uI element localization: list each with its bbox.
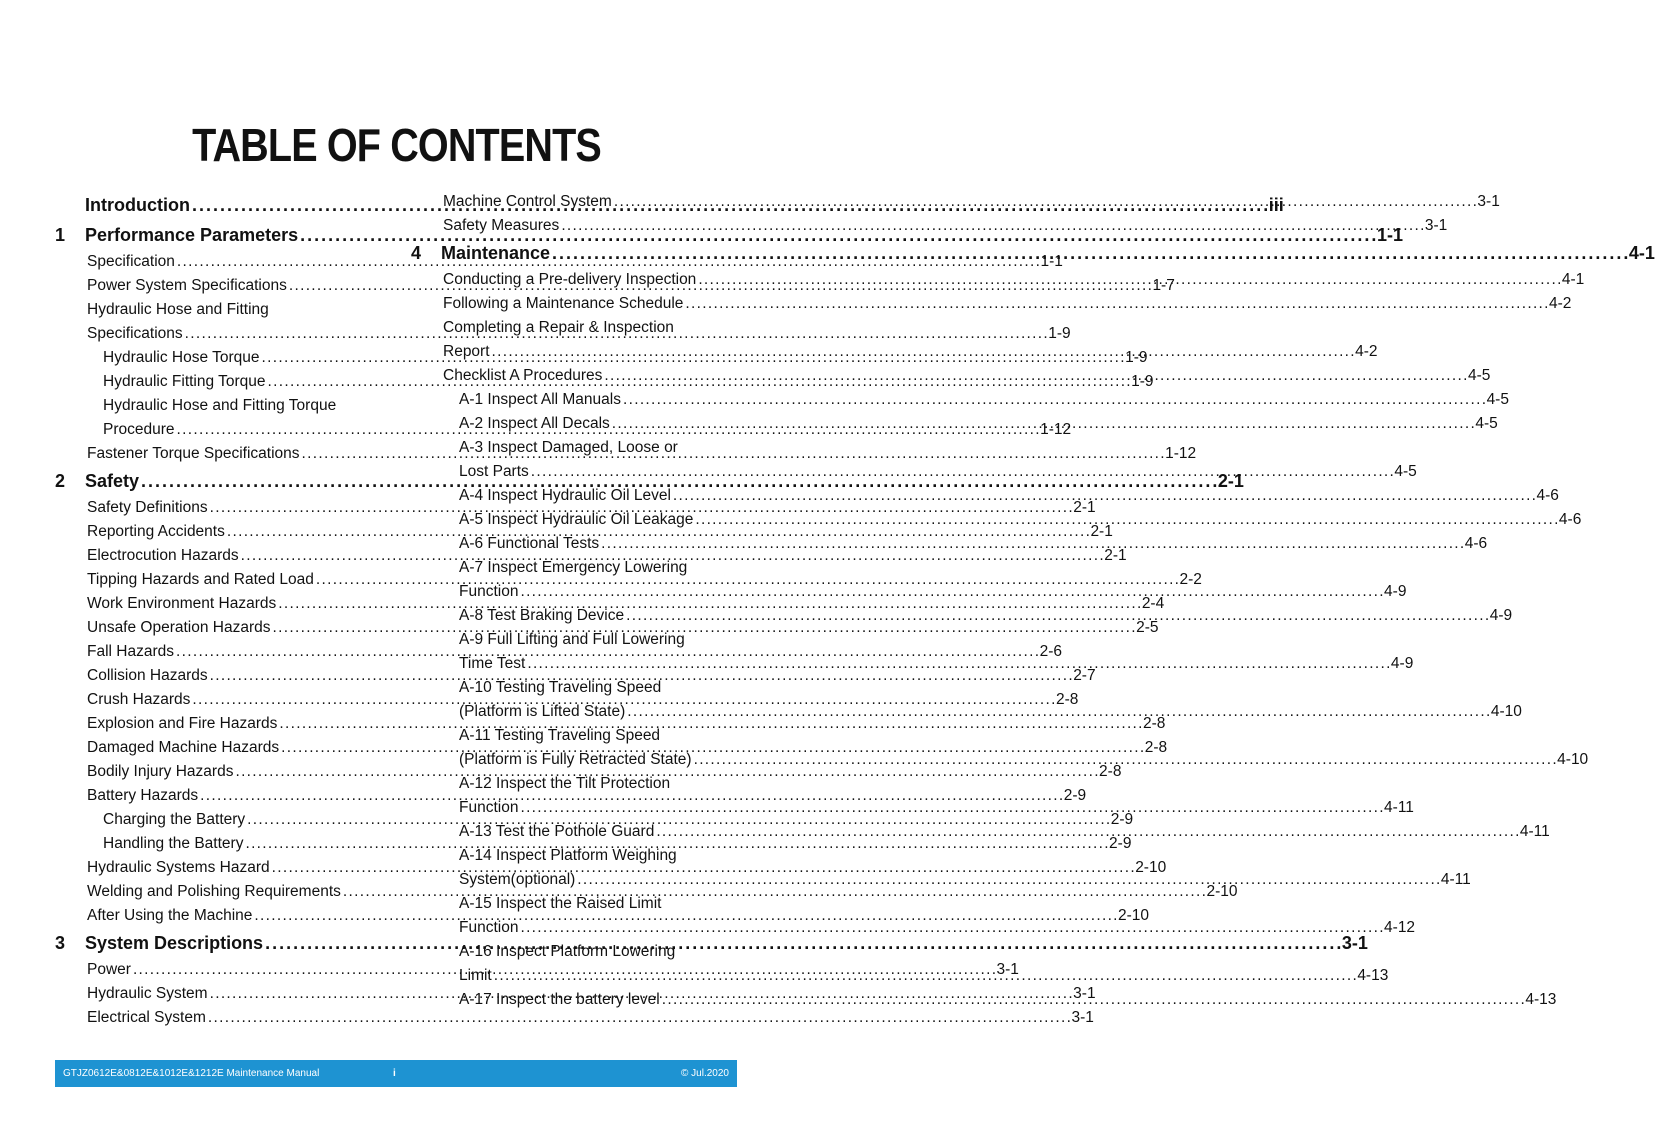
toc-entry-label: Collision Hazards	[87, 667, 208, 684]
toc-entry-label: Specification	[87, 253, 175, 270]
toc-entry-label: Hydraulic Hose and Fitting Torque	[103, 397, 337, 414]
toc-leader-dots	[662, 988, 1524, 1012]
toc-page-number: 4-5	[1475, 415, 1498, 432]
toc-entry[interactable]	[411, 940, 736, 964]
toc-entry-label: (Platform is Fully Retracted State)	[459, 751, 692, 768]
toc-page-number: 4-6	[1464, 535, 1488, 552]
toc-leader-dots	[531, 460, 1393, 484]
toc-entry-label: Explosion and Fire Hazards	[87, 715, 278, 732]
toc-page-number: 3-1	[996, 961, 1019, 978]
toc-page-number: 4-10	[1490, 703, 1522, 720]
toc-page-number: 3-1	[1424, 217, 1448, 234]
toc-entry-label: Hydraulic Fitting Torque	[103, 373, 266, 390]
toc-page-number: 4-9	[1489, 607, 1513, 624]
toc-entry-label: Completing a Repair & Inspection	[443, 319, 674, 336]
toc-page-number: 4-11	[1519, 823, 1550, 840]
toc-leader-dots	[520, 796, 1382, 820]
toc-leader-dots	[577, 868, 1439, 892]
toc-page-number: 2-8	[1099, 763, 1122, 780]
toc-leader-dots	[520, 580, 1382, 604]
toc-entry[interactable]	[411, 628, 736, 652]
toc-entry-label: A-11 Testing Traveling Speed	[459, 727, 661, 744]
toc-leader-dots	[698, 268, 1560, 292]
toc-entry-label: A-17 Inspect the battery level	[459, 991, 660, 1008]
toc-page-number: 2-2	[1179, 571, 1202, 588]
toc-page-number: 2-8	[1142, 715, 1166, 732]
toc-entry-label: A-13 Test the Pothole Guard	[459, 823, 655, 840]
toc-entry-label: Following a Maintenance Schedule	[443, 295, 684, 312]
toc-chapter-number: 2	[55, 471, 66, 491]
toc-entry-label: Fastener Torque Specifications	[87, 445, 300, 462]
toc-entry-label: Conducting a Pre-delivery Inspection	[443, 271, 697, 288]
toc-page-number: 3-1	[1477, 193, 1500, 210]
toc-entry-label: Safety	[85, 471, 140, 491]
toc-page-number: 1-9	[1048, 325, 1071, 342]
toc-leader-dots	[673, 484, 1535, 508]
toc-leader-dots	[685, 292, 1547, 316]
toc-entry-label: Tipping Hazards and Rated Load	[87, 571, 314, 588]
toc-entry-label: A-16 Inspect Platform Lowering	[459, 943, 676, 960]
toc-chapter-number: 4	[411, 243, 422, 263]
toc-page-number: 1-7	[1152, 277, 1175, 294]
toc-leader-dots	[552, 238, 1627, 268]
toc-page-number: iii	[1268, 195, 1284, 215]
toc-page-number: 4-1	[1628, 243, 1655, 263]
toc-page-number: 1-9	[1125, 349, 1148, 366]
toc-leader-dots	[520, 916, 1382, 940]
toc-entry-label: Checklist A Procedures	[443, 367, 603, 384]
toc-page-number: 4-11	[1440, 871, 1471, 888]
toc-entry[interactable]	[411, 676, 736, 700]
toc-entry-label: Safety Definitions	[87, 499, 208, 516]
toc-page-number: 2-1	[1073, 499, 1096, 516]
toc-leader-dots	[601, 532, 1463, 556]
toc-entry-label: Damaged Machine Hazards	[87, 739, 280, 756]
footer-date: © Jul.2020	[681, 1068, 729, 1079]
toc-entry-label: A-7 Inspect Emergency Lowering	[459, 559, 688, 576]
toc-entry-label: Bodily Injury Hazards	[87, 763, 234, 780]
toc-entry-label: Crush Hazards	[87, 691, 191, 708]
toc-page-number: 4-13	[1357, 967, 1389, 984]
toc-page-number: 2-9	[1110, 811, 1134, 828]
toc-entry-label: Hydraulic Hose Torque	[103, 349, 260, 366]
toc-leader-dots	[527, 652, 1389, 676]
toc-leader-dots	[492, 340, 1354, 364]
toc-entry-label: A-1 Inspect All Manuals	[459, 391, 621, 408]
toc-page-number: 1-12	[1165, 445, 1197, 462]
toc-entry-label: Welding and Polishing Requirements	[87, 883, 341, 900]
toc-entry-label: Safety Measures	[443, 217, 560, 234]
toc-leader-dots	[694, 748, 1556, 772]
toc-entry[interactable]	[411, 388, 1509, 412]
toc-entry-label: Function	[459, 919, 519, 936]
toc-chapter-number: 3	[55, 933, 66, 953]
toc-leader-dots	[626, 604, 1488, 628]
footer-manual-title: GTJZ0612E&0812E&1012E&1212E Maintenance Manual	[63, 1068, 320, 1079]
toc-entry[interactable]	[411, 556, 736, 580]
toc-entry-label: System Descriptions	[85, 933, 264, 953]
toc-page-number: 1-1	[1040, 253, 1063, 270]
toc-chapter-number: 1	[55, 225, 66, 245]
toc-page-number: 2-1	[1104, 547, 1127, 564]
toc-page-number: 2-7	[1073, 667, 1096, 684]
toc-leader-dots	[623, 388, 1485, 412]
toc-leader-dots	[561, 214, 1423, 238]
toc-entry-label: Electrical System	[87, 1009, 206, 1026]
page-footer	[55, 1060, 737, 1087]
toc-entry[interactable]	[411, 436, 736, 460]
toc-page-number: 2-1	[1217, 471, 1244, 491]
toc-entry-label: Power System Specifications	[87, 277, 287, 294]
toc-entry-label: A-9 Full Lifting and Full Lowering	[459, 631, 685, 648]
toc-page-number: 4-10	[1557, 751, 1589, 768]
toc-page-number: 1-9	[1131, 373, 1154, 390]
toc-page-number: 4-2	[1355, 343, 1378, 360]
toc-entry-label: Machine Control System	[443, 193, 612, 210]
toc-entry-label: After Using the Machine	[87, 907, 253, 924]
toc-page-number: 4-5	[1394, 463, 1417, 480]
toc-entry-label: Charging the Battery	[103, 811, 246, 828]
toc-entry-label: Unsafe Operation Hazards	[87, 619, 271, 636]
toc-entry-label: System(optional)	[459, 871, 576, 888]
toc-entry-label: A-4 Inspect Hydraulic Oil Level	[459, 487, 671, 504]
toc-entry[interactable]	[411, 724, 736, 748]
toc-entry-label: Performance Parameters	[85, 225, 299, 245]
toc-entry-label: A-5 Inspect Hydraulic Oil Leakage	[459, 511, 694, 528]
toc-entry[interactable]	[55, 394, 382, 418]
toc-page-number: 1-12	[1040, 421, 1072, 438]
toc-page-number: 4-5	[1486, 391, 1509, 408]
toc-entry[interactable]	[55, 1006, 1094, 1030]
toc-entry-label: A-2 Inspect All Decals	[459, 415, 610, 432]
toc-entry-label: A-12 Inspect the Tilt Protection	[459, 775, 671, 792]
toc-entry-label: Report	[443, 343, 490, 360]
toc-entry-label: Limit	[459, 967, 492, 984]
toc-page-number: 4-5	[1467, 367, 1491, 384]
toc-page-number: 3-1	[1341, 933, 1368, 953]
toc-entry-label: Time Test	[459, 655, 526, 672]
footer-page-number: i	[393, 1068, 396, 1079]
toc-page-number: 2-10	[1118, 907, 1150, 924]
toc-leader-dots	[494, 964, 1356, 988]
toc-page-number: 3-1	[1071, 1009, 1094, 1026]
toc-entry-label: Maintenance	[441, 243, 551, 263]
toc-entry-label: A-8 Test Braking Device	[459, 607, 625, 624]
toc-entry-label: A-14 Inspect Platform Weighing	[459, 847, 677, 864]
toc-entry-label: Reporting Accidents	[87, 523, 225, 540]
toc-entry-label: Function	[459, 583, 519, 600]
toc-leader-dots	[614, 190, 1476, 214]
toc-entry-label: Battery Hazards	[87, 787, 199, 804]
toc-entry[interactable]	[411, 772, 736, 796]
toc-page-number: 2-10	[1206, 883, 1238, 900]
toc-entry-label: (Platform is Lifted State)	[459, 703, 626, 720]
toc-entry-label: Power	[87, 961, 131, 978]
toc-page-number: 4-1	[1561, 271, 1585, 288]
toc-page-number: 2-4	[1141, 595, 1165, 612]
toc-entry-label: Function	[459, 799, 519, 816]
toc-page-number: 2-10	[1135, 859, 1167, 876]
toc-leader-dots	[604, 364, 1466, 388]
toc-entry-label: Fall Hazards	[87, 643, 174, 660]
toc-entry-label: Introduction	[85, 195, 190, 215]
toc-entry-label: A-15 Inspect the Raised Limit	[459, 895, 662, 912]
toc-page-number: 4-6	[1558, 511, 1582, 528]
page-title: TABLE OF CONTENTS	[192, 119, 601, 171]
toc-page-number: 2-5	[1136, 619, 1159, 636]
toc-page-number: 1-1	[1376, 225, 1403, 245]
toc-page-number: 3-1	[1073, 985, 1096, 1002]
toc-entry[interactable]	[411, 844, 736, 868]
toc-entry-label: Lost Parts	[459, 463, 529, 480]
toc-page-number: 2-9	[1109, 835, 1132, 852]
toc-entry-label: Hydraulic Systems Hazard	[87, 859, 270, 876]
toc-page-number: 4-9	[1384, 583, 1407, 600]
toc-entry-label: Handling the Battery	[103, 835, 244, 852]
toc-page-number: 4-2	[1548, 295, 1572, 312]
toc-page-number: 4-13	[1525, 991, 1557, 1008]
toc-leader-dots	[656, 820, 1518, 844]
toc-page-number: 2-6	[1039, 643, 1062, 660]
toc-entry[interactable]	[55, 298, 382, 322]
toc-entry-label: Electrocution Hazards	[87, 547, 239, 564]
toc-leader-dots	[695, 508, 1557, 532]
toc-entry[interactable]	[411, 916, 1416, 940]
toc-page-number: 2-1	[1090, 523, 1113, 540]
toc-entry-label: A-6 Functional Tests	[459, 535, 600, 552]
toc-entry-label: Specifications	[87, 325, 183, 342]
toc-entry-label: Procedure	[103, 421, 175, 438]
toc-entry-label: Work Environment Hazards	[87, 595, 277, 612]
toc-entry-label: A-3 Inspect Damaged, Loose or	[459, 439, 678, 456]
toc-leader-dots	[627, 700, 1489, 724]
toc-page-number: 2-9	[1063, 787, 1087, 804]
toc-leader-dots	[612, 412, 1474, 436]
toc-entry[interactable]	[411, 892, 736, 916]
toc-entry-label: Hydraulic System	[87, 985, 208, 1002]
toc-page-number: 4-11	[1384, 799, 1414, 816]
toc-page-number: 4-9	[1390, 655, 1414, 672]
toc-page-number: 2-8	[1144, 739, 1168, 756]
toc-entry-label: Hydraulic Hose and Fitting	[87, 301, 269, 318]
toc-entry[interactable]	[411, 316, 736, 340]
toc-entry[interactable]	[411, 292, 1572, 316]
toc-page-number: 2-8	[1055, 691, 1079, 708]
toc-entry-label: A-10 Testing Traveling Speed	[459, 679, 662, 696]
toc-page-number: 4-12	[1384, 919, 1416, 936]
toc-page-number: 4-6	[1536, 487, 1559, 504]
